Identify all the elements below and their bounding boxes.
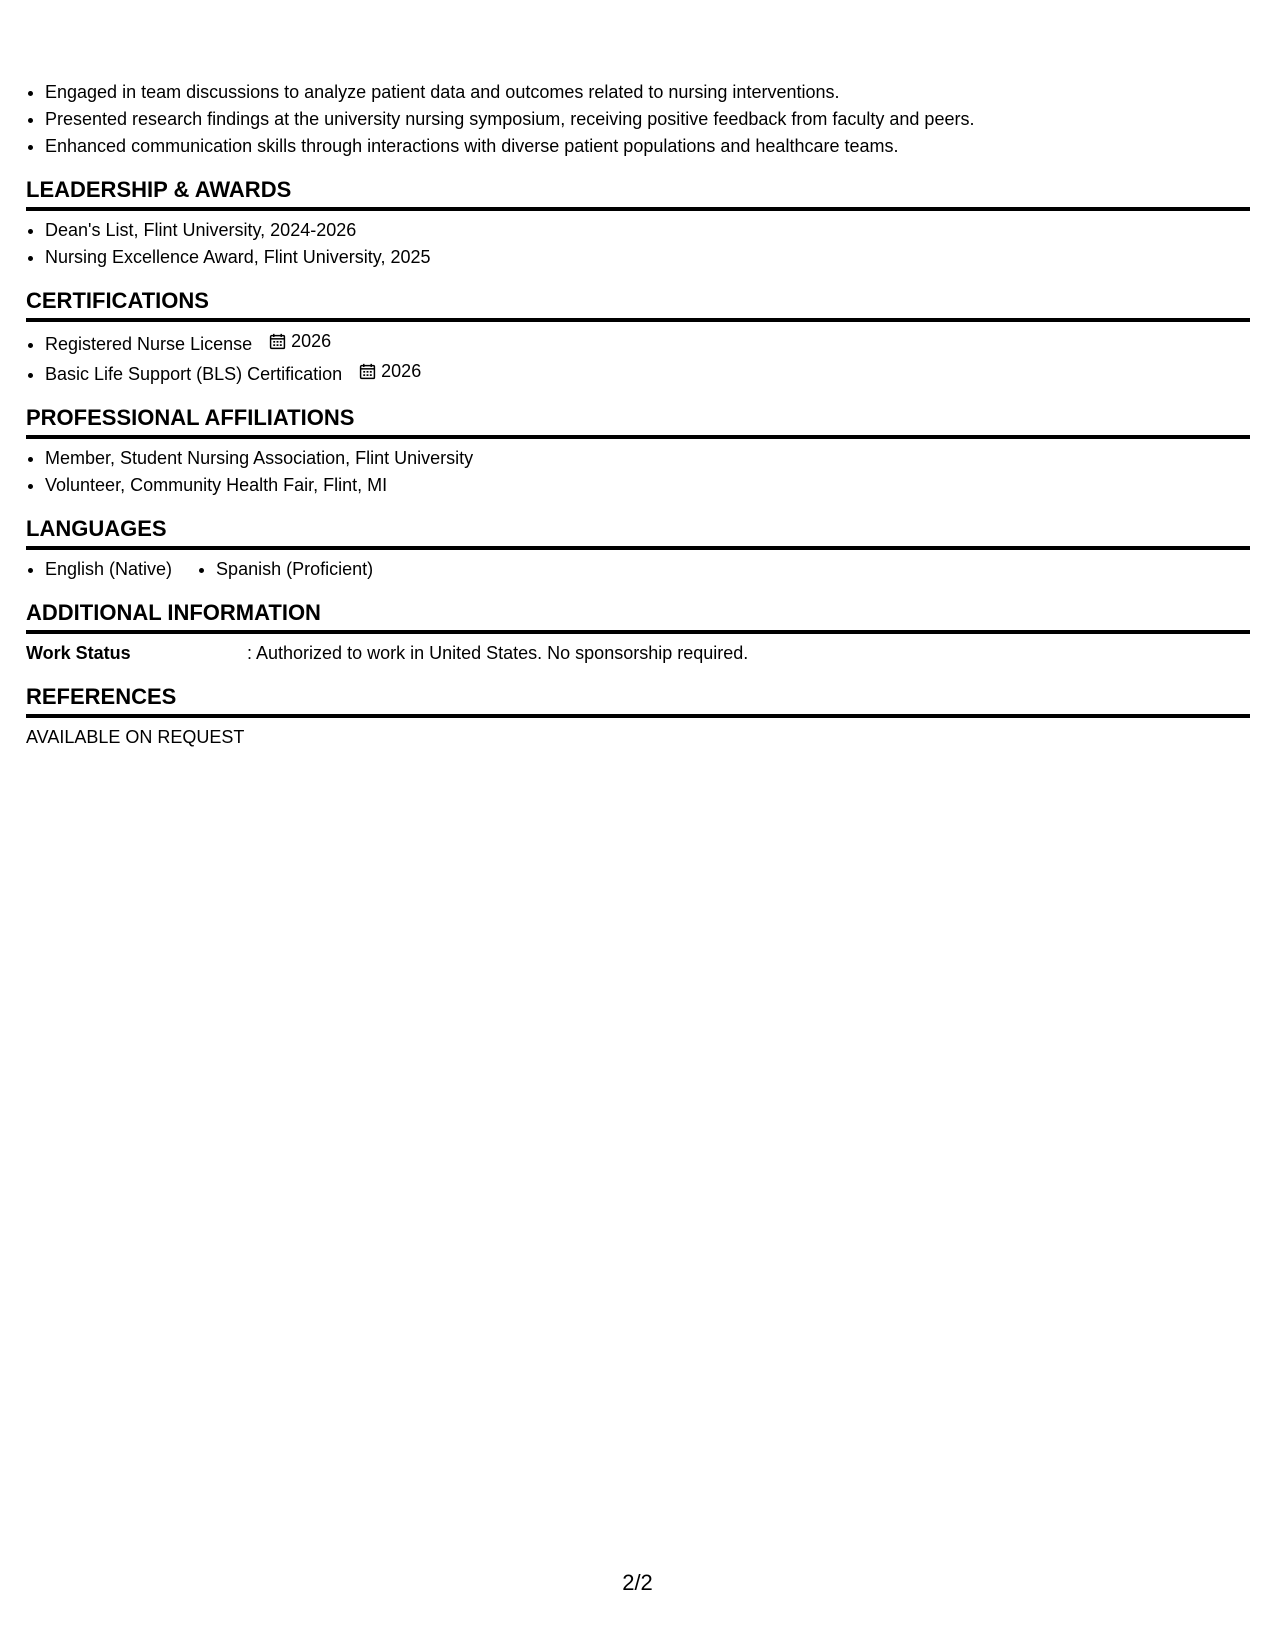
list-item: • English (Native) [45, 556, 172, 583]
leadership-list [26, 217, 1250, 271]
list-item: • Engaged in team discussions to analyze patient data and outcomes related to nursing interventions. [45, 79, 1250, 106]
section-title: LEADERSHIP & AWARDS [26, 176, 1250, 211]
affiliations-section [26, 404, 1250, 499]
calendar-icon [359, 363, 376, 380]
certifications-section [26, 287, 1250, 388]
section-title: ADDITIONAL INFORMATION [26, 599, 1250, 634]
certification-year: 2026 [381, 361, 422, 381]
work-status-label: Work Status [26, 643, 131, 663]
list-item: • Nursing Excellence Award, Flint University, 2025 [45, 244, 1250, 271]
list-item: • Volunteer, Community Health Fair, Flint, MI [45, 472, 1250, 499]
certification-date [269, 328, 331, 355]
languages-section [26, 515, 1250, 583]
additional-info-section [26, 599, 1250, 667]
list-item: • Presented research findings at the university nursing symposium, receiving positive feedback from faculty and peers. [45, 106, 1250, 133]
resume-page [26, 79, 1250, 751]
references-text: AVAILABLE ON REQUEST [26, 727, 245, 747]
experience-bullet-list [26, 79, 1250, 160]
certification-date [359, 358, 421, 385]
affiliations-list [26, 445, 1250, 499]
certification-name: Registered Nurse License [45, 334, 253, 354]
references-section [26, 683, 1250, 751]
section-title: CERTIFICATIONS [26, 287, 1250, 322]
certifications-list [26, 328, 1250, 388]
section-title: REFERENCES [26, 683, 1250, 718]
list-item: • Dean's List, Flint University, 2024-2026 [45, 217, 1250, 244]
work-status-value: : Authorized to work in United States. No sponsorship required. [247, 643, 749, 663]
section-title: LANGUAGES [26, 515, 1250, 550]
list-item: • Enhanced communication skills through interactions with diverse patient populations and healthcare teams. [45, 133, 1250, 160]
list-item [45, 328, 1250, 358]
work-status-row [26, 640, 1250, 667]
leadership-section [26, 176, 1250, 271]
section-title: PROFESSIONAL AFFILIATIONS [26, 404, 1250, 439]
list-item [45, 358, 1250, 388]
languages-list [26, 556, 1250, 583]
certification-year: 2026 [291, 331, 332, 351]
calendar-icon [269, 333, 286, 350]
list-item: • Member, Student Nursing Association, Flint University [45, 445, 1250, 472]
list-item: • Spanish (Proficient) [216, 556, 373, 583]
page-number: 2/2 [622, 1570, 653, 1595]
certification-name: Basic Life Support (BLS) Certification [45, 364, 343, 384]
